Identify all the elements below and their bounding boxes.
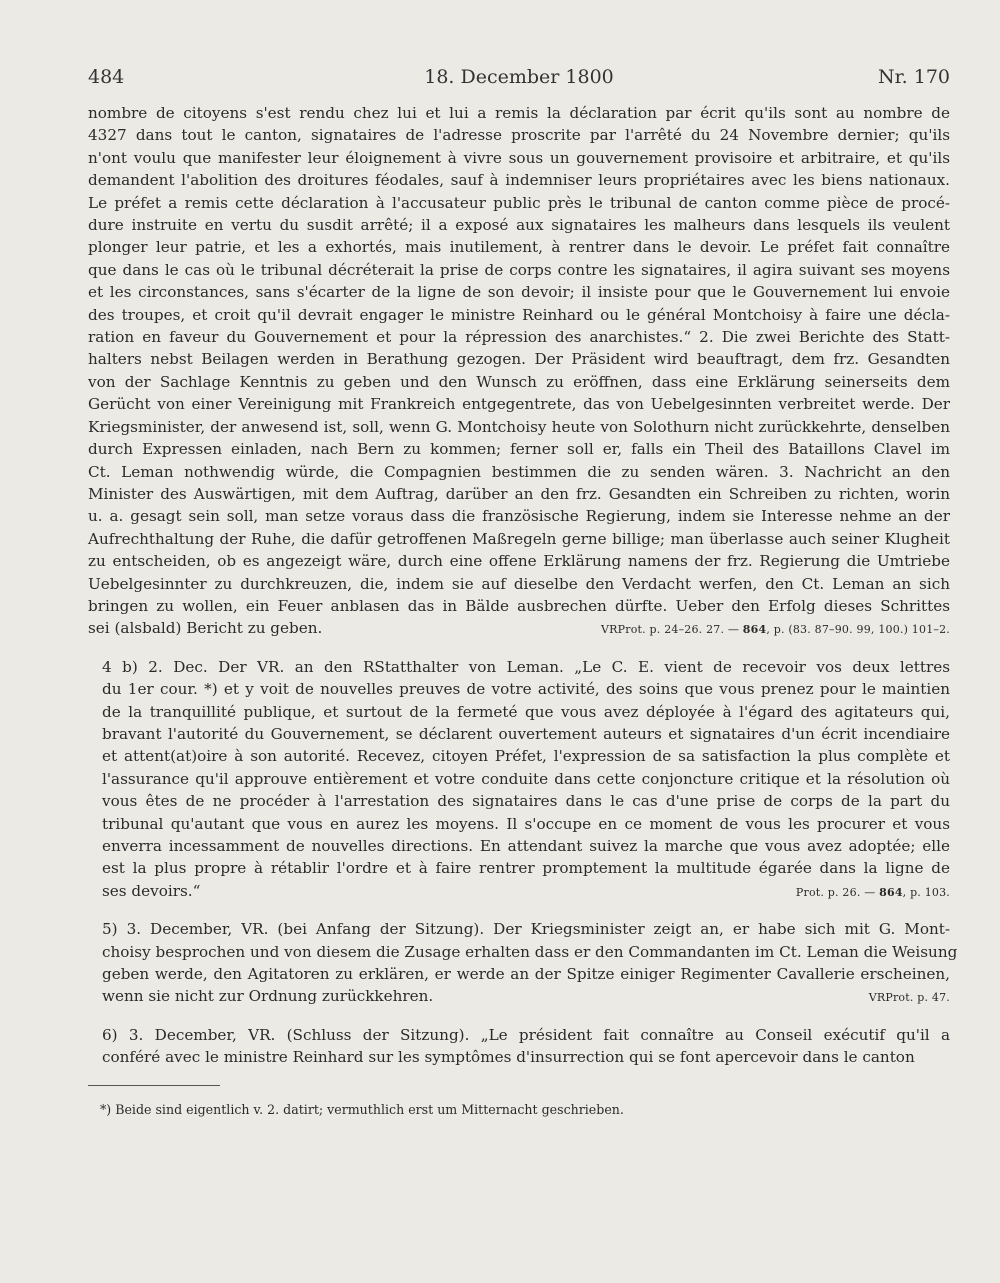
text-line: ration en faveur du Gouvernement et pour la répression des anarchistes.“ 2. Die zwei Berichte des Statt-: [88, 328, 950, 347]
text-line: tribunal qu'autant que vous en aurez les moyens. Il s'occupe en ce moment de vous les procurer et vous: [102, 814, 950, 833]
footnote: *) Beide sind eigentlich v. 2. datirt; vermuthlich erst um Mitternacht geschrieben.: [100, 1102, 624, 1117]
text-line: et attent(at)oire à son autorité. Recevez, citoyen Préfet, l'expression de sa satisfaction la plus complète et: [102, 747, 950, 766]
page-header: [88, 66, 950, 94]
text-line: bravant l'autorité du Gouvernement, se déclarent ouvertement auteurs et signataires d'un écrit incendiaire: [102, 724, 950, 743]
text-line: conféré avec le ministre Reinhard sur les symptômes d'insurrection qui se font apercevoir dans le canton: [102, 1048, 915, 1067]
text-line: plonger leur patrie, et les a exhortés, mais inutilement, à rentrer dans le devoir. Le préfet fait connaître: [88, 238, 950, 257]
text-line: von der Sachlage Kenntnis zu geben und den Wunsch zu eröffnen, dass eine Erklärung seinerseits dem: [88, 372, 950, 391]
entry-5: [88, 918, 958, 1008]
document-body: [88, 102, 958, 1069]
source-reference-suffix: , p. 103.: [902, 885, 950, 899]
source-reference-prefix: Prot. p. 26. —: [795, 885, 880, 899]
text-line: de la tranquillité publique, et surtout de la fermeté que vous avez déployée à l'égard des agitateurs qui,: [102, 702, 950, 721]
text-line-with-reference: [88, 617, 950, 639]
text-line: 6) 3. December, VR. (Schluss der Sitzung). „Le président fait connaître au Conseil exécutif qu'il a: [102, 1025, 950, 1044]
text-line: 4 b) 2. Dec. Der VR. an den RStatthalter von Leman. „Le C. E. vient de recevoir vos deux lettres: [102, 657, 950, 676]
text-line: Aufrechthaltung der Ruhe, die dafür getroffenen Maßregeln gerne billige; man überlasse auch seiner Klugheit: [88, 529, 950, 548]
text-line: Minister des Auswärtigen, mit dem Auftrag, darüber an den frz. Gesandten ein Schreiben zu richten, worin: [88, 484, 950, 503]
document-number: Nr. 170: [878, 66, 950, 88]
source-reference-prefix: VRProt. p. 47.: [868, 991, 950, 1005]
text-line: l'assurance qu'il approuve entièrement et votre conduite dans cette conjoncture critique et la résolution où: [102, 769, 950, 788]
source-reference: [782, 880, 950, 904]
text-line: est la plus propre à rétablir l'ordre et à faire rentrer promptement la multitude égarée dans la ligne de: [102, 859, 950, 878]
text-line: des troupes, et croit qu'il devrait engager le ministre Reinhard ou le général Montchoisy à faire une décla-: [88, 305, 950, 324]
source-reference-suffix: , p. (83. 87–90. 99, 100.) 101–2.: [766, 623, 950, 637]
footnote-divider: [88, 1085, 220, 1086]
source-reference-prefix: VRProt. p. 24–26. 27. —: [601, 623, 743, 637]
text-line: wenn sie nicht zur Ordnung zurückkehren.: [102, 987, 434, 1006]
text-line: nombre de citoyens s'est rendu chez lui et lui a remis la déclaration par écrit qu'ils sont au nombre de: [88, 104, 950, 122]
entry-4b: [88, 656, 950, 902]
text-line: Uebelgesinnter zu durchkreuzen, die, indem sie auf dieselbe den Verdacht werfen, den Ct. Leman an sich: [88, 574, 950, 593]
text-line: et les circonstances, sans s'écarter de la ligne de son devoir; il insiste pour que le Gouvernement lui envoie: [88, 283, 950, 302]
text-line: halters nebst Beilagen werden in Berathung gezogen. Der Präsident wird beauftragt, dem frz. Gesandten: [88, 350, 950, 369]
text-line: geben werde, den Agitatoren zu erklären, er werde an der Spitze einiger Regimenter Cavallerie erscheinen,: [102, 965, 950, 984]
text-line: choisy besprochen und von diesem die Zusage erhalten dass er den Commandanten im Ct. Leman die Weisung: [102, 942, 958, 961]
text-line-with-reference: [88, 985, 950, 1007]
text-line: ses devoirs.“: [102, 881, 201, 900]
text-line: dure instruite en vertu du susdit arrêté; il a exposé aux signataires les malheurs dans lesquels ils veulent: [88, 216, 950, 235]
entry-6: [88, 1024, 950, 1069]
source-reference-volume: 864: [879, 885, 903, 899]
text-line-with-reference: [88, 880, 950, 902]
text-line: du 1er cour. *) et y voit de nouvelles preuves de votre activité, des soins que vous prenez pour le maintien: [102, 680, 950, 699]
text-line: 4327 dans tout le canton, signataires de l'adresse proscrite par l'arrêté du 24 Novembre dernier; qu'ils: [88, 126, 950, 145]
text-line: Le préfet a remis cette déclaration à l'accusateur public près le tribunal de canton comme pièce de procé-: [88, 193, 950, 212]
text-line: n'ont voulu que manifester leur éloignement à vivre sous un gouvernement provisoire et arbitraire, et qu'ils: [88, 148, 950, 167]
text-line: u. a. gesagt sein soll, man setze voraus dass die französische Regierung, indem sie Interesse nehme an der: [88, 507, 950, 526]
source-reference: [601, 617, 950, 641]
text-line: 5) 3. December, VR. (bei Anfang der Sitzung). Der Kriegsminister zeigt an, er habe sich mit G. Mont-: [102, 920, 950, 939]
page-number: 484: [88, 66, 125, 88]
text-line: Kriegsminister, der anwesend ist, soll, wenn G. Montchoisy heute von Solothurn nicht zurückkehrte, denselben: [88, 417, 950, 436]
text-line: que dans le cas où le tribunal décréterait la prise de corps contre les signataires, il agira suivant ses moyens: [88, 260, 950, 279]
text-line: vous êtes de ne procéder à l'arrestation des signataires dans le cas d'une prise de corps de la part du: [102, 792, 950, 811]
text-line: Gerücht von einer Vereinigung mit Frankreich entgegentrete, das von Uebelgesinnten verbreitet werde. Der: [88, 395, 950, 414]
text-line: bringen zu wollen, ein Feuer anblasen das in Bälde ausbrechen dürfte. Ueber den Erfolg dieses Schrittes: [88, 596, 950, 615]
running-date: 18. December 1800: [424, 66, 614, 88]
paragraph-continuation: [88, 102, 950, 640]
source-reference-volume: 864: [742, 623, 767, 637]
text-line: durch Expressen einladen, nach Bern zu kommen; ferner soll er, falls ein Theil des Bataillons Clavel im: [88, 440, 950, 459]
source-reference: [855, 985, 950, 1009]
text-line: Ct. Leman nothwendig würde, die Compagnien bestimmen die zu senden wären. 3. Nachricht an den: [88, 462, 950, 481]
text-line: sei (alsbald) Bericht zu geben.: [88, 619, 323, 638]
text-line: demandent l'abolition des droitures féodales, sauf à indemniser leurs propriétaires avec les biens nationaux.: [88, 171, 950, 190]
text-line: zu entscheiden, ob es angezeigt wäre, durch eine offene Erklärung namens der frz. Regierung die Umtriebe: [88, 552, 950, 571]
text-line: enverra incessamment de nouvelles directions. En attendant suivez la marche que vous avez adoptée; elle: [102, 837, 950, 855]
